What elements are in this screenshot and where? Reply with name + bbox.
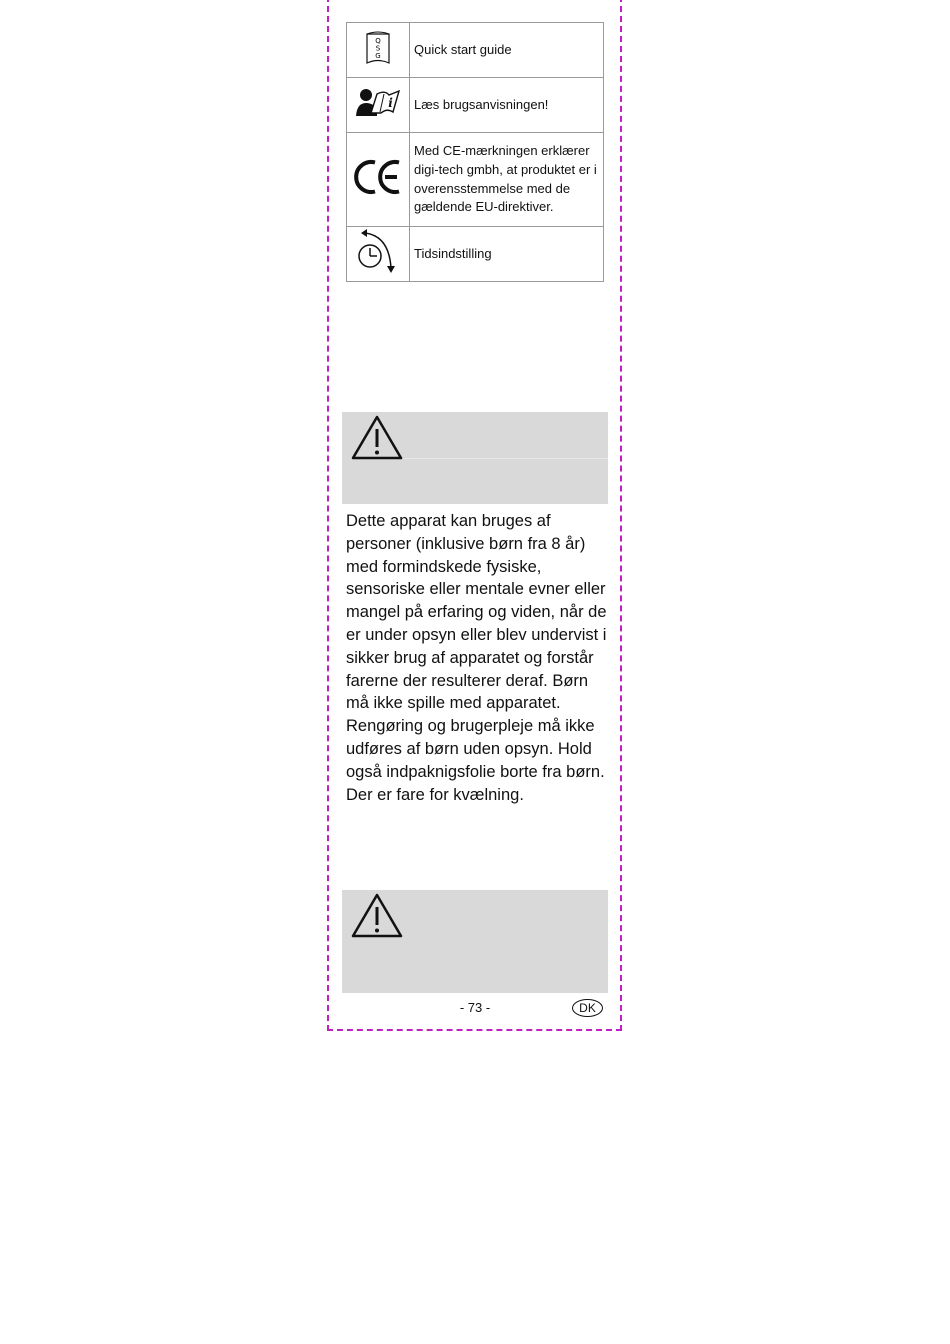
table-row — [347, 78, 604, 133]
quick-start-guide-icon — [365, 30, 391, 66]
icon-cell — [347, 23, 410, 78]
warning-triangle-icon — [350, 414, 404, 462]
ce-mark-icon — [354, 158, 402, 196]
symbol-description: Tidsindstilling — [410, 227, 604, 282]
icon-cell — [347, 227, 410, 282]
icon-cell — [347, 133, 410, 227]
read-instructions-icon — [355, 86, 401, 120]
safety-paragraph: Dette apparat kan bruges af personer (inklusive børn fra 8 år) med formindskede fysiske, sensoriske eller mentale evner eller mangel på erfaring og viden, når de er under opsyn eller blev undervist i sikker brug af apparatet og forstår farerne der resulterer deraf. Børn må ikke spille med apparatet. Rengøring og brugerpleje må ikke udføres af børn uden opsyn. Hold også indpaknigsfolie borte fra børn. Der er fare for kvælning. — [346, 512, 607, 804]
qsg-letter-g: G — [375, 51, 381, 60]
warning-box — [342, 890, 608, 993]
icon-cell — [347, 78, 410, 133]
qsg-letter-q: Q — [375, 36, 381, 45]
symbols-table — [346, 22, 604, 282]
clock-setting-icon — [356, 228, 400, 276]
page-number: - 73 - — [459, 1000, 491, 1015]
warning-divider — [404, 458, 608, 459]
symbol-description: Quick start guide — [410, 23, 604, 78]
symbol-description: Med CE-mærkningen erklærer digi-tech gmbh, at produktet er i overensstemmelse med de gældende EU-direktiver. — [410, 133, 604, 227]
warning-triangle-icon — [350, 892, 404, 940]
table-row — [347, 23, 604, 78]
symbol-description: Læs brugsanvisningen! — [410, 78, 604, 133]
table-row — [347, 227, 604, 282]
qsg-letter-s: S — [375, 44, 381, 52]
warning-box — [342, 412, 608, 504]
svg-text:i: i — [388, 95, 393, 110]
language-badge: DK — [572, 999, 603, 1017]
table-row — [347, 133, 604, 227]
